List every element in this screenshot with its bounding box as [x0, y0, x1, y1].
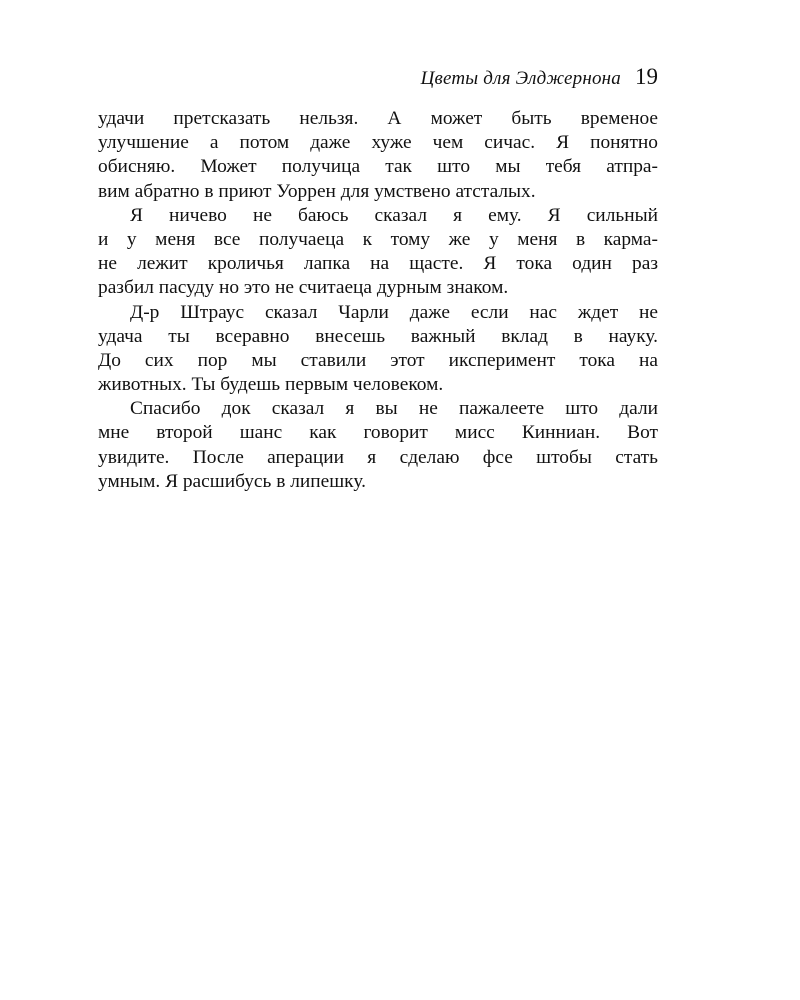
text-line: мне второй шанс как говорит мисс Кинниан. Вот: [98, 422, 658, 444]
body-text: [98, 107, 658, 494]
text-line: обисняю. Может получица так што мы тебя атпра-: [98, 156, 658, 178]
text-line: вим абратно в приют Уоррен для умствено атсталых.: [98, 180, 536, 202]
paragraph-1: [98, 107, 658, 204]
text-line: Я ничево не баюсь сказал я ему. Я сильный: [130, 204, 658, 226]
text-line: До сих пор мы ставили этот иксперимент тока на: [98, 349, 658, 371]
running-header: [98, 64, 658, 90]
paragraph-2: [98, 204, 658, 301]
text-line: умным. Я расшибусь в липешку.: [98, 470, 366, 492]
text-line: животных. Ты будешь первым человеком.: [98, 374, 444, 396]
text-line: не лежит кроличья лапка на щасте. Я тока один раз: [98, 253, 658, 275]
text-line: удачи претсказать нельзя. А может быть временое: [98, 108, 658, 129]
text-line: увидите. После аперации я сделаю фсе штобы стать: [98, 446, 658, 468]
text-line: Спасибо док сказал я вы не пажалеете што дали: [130, 398, 658, 420]
text-line: разбил пасуду но это не считаеца дурным знаком.: [98, 277, 509, 299]
page-number: 19: [635, 64, 658, 89]
paragraph-3: [98, 301, 658, 398]
text-line: Д-р Штраус сказал Чарли даже если нас ждет не: [130, 301, 658, 323]
text-line: удача ты всеравно внесешь важный вклад в науку.: [98, 325, 658, 347]
running-title: Цветы для Элджернона: [420, 68, 621, 89]
text-line: и у меня все получаеца к тому же у меня в карма-: [98, 228, 658, 250]
paragraph-4: [98, 397, 658, 494]
text-line: улучшение а потом даже хуже чем сичас. Я понятно: [98, 132, 658, 154]
